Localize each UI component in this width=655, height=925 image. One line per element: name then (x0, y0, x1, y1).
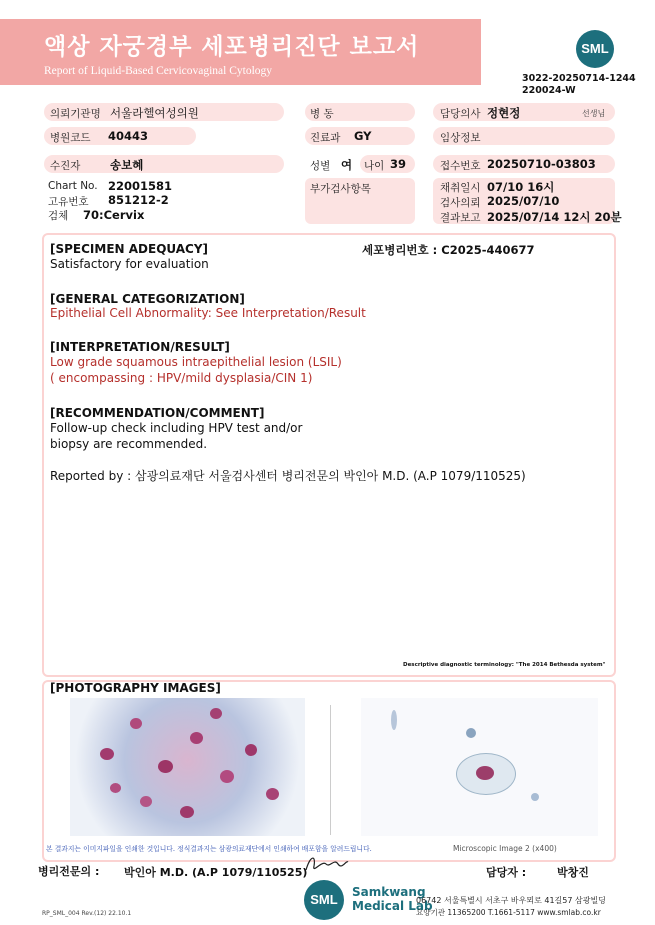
staff-value: 박창진 (557, 866, 589, 879)
cell-nucleus (110, 783, 121, 793)
collection-label: 채취일시 (440, 182, 481, 194)
print-notice: 본 결과지는 이미지파일을 인쇄한 것입니다. 정식결과지는 삼광의료재단에서 인쇄하여 배포함을 알려드립니다. (46, 845, 372, 853)
adequacy-text: Satisfactory for evaluation (50, 257, 209, 271)
image-divider (330, 705, 331, 835)
microscopic-image-2 (361, 698, 598, 836)
sex-value: 여 (341, 158, 353, 172)
cell-nucleus (158, 760, 173, 773)
patient-label: 수진자 (50, 160, 81, 172)
cell-debris (391, 710, 397, 730)
receipt-no-value: 20250710-03803 (487, 157, 596, 171)
cell-nucleus (100, 748, 114, 760)
age-value: 39 (390, 157, 407, 171)
result-value: 2025/07/14 12시 20분 (487, 210, 622, 224)
microscopic-image-1 (70, 698, 305, 836)
cell-nucleus (245, 744, 257, 756)
hospital-code-label: 병원코드 (50, 132, 91, 144)
sml-logo-text: SML (581, 41, 609, 56)
report-title: 액상 자궁경부 세포병리진단 보고서 (44, 34, 420, 60)
cell-nucleus (210, 708, 222, 719)
request-value: 2025/07/10 (487, 194, 560, 208)
report-id-line2: 220024-W (522, 85, 576, 96)
interpretation-line1: Low grade squamous intraepithelial lesion (LSIL) (50, 355, 342, 369)
doctor-suffix: 선생님 (582, 109, 606, 118)
department-label: 진료과 (310, 132, 341, 144)
sex-label: 성별 (310, 160, 331, 172)
doctor-value: 정현정 (487, 106, 521, 120)
cell-nucleus (140, 796, 152, 807)
receipt-no-label: 접수번호 (440, 160, 481, 172)
cell-nucleus (476, 766, 494, 780)
form-code: RP_SML_004 Rev.(12) 22.10.1 (42, 910, 132, 917)
additional-tests-label: 부가검사항목 (310, 183, 371, 195)
cell-nucleus (130, 718, 142, 729)
hospital-code-value: 40443 (108, 129, 149, 143)
lab-name-line2: Medical Lab (352, 899, 433, 913)
result-label: 결과보고 (440, 212, 481, 224)
staff-label: 담당자 : (486, 866, 527, 879)
chart-no-label: Chart No. (48, 180, 98, 192)
interpretation-heading: [INTERPRETATION/RESULT] (50, 340, 230, 354)
cell-nucleus (266, 788, 279, 800)
unique-no-label: 고유번호 (48, 196, 89, 208)
lab-name-line1: Samkwang (352, 885, 426, 899)
clinical-info-label: 임상정보 (440, 132, 481, 144)
specimen-value: 70:Cervix (83, 208, 145, 222)
request-label: 검사의뢰 (440, 197, 481, 209)
report-id (522, 73, 636, 97)
recommendation-line1: Follow-up check including HPV test and/or (50, 421, 303, 435)
chart-no-value: 22001581 (108, 179, 173, 193)
pathologist-label: 병리전문의 : (38, 865, 100, 878)
lab-address: 06742 서울특별시 서초구 바우뫼로 41길57 삼광빌딩 (416, 896, 606, 905)
institution-label: 의뢰기관명 (50, 108, 101, 120)
recommendation-line2: biopsy are recommended. (50, 437, 208, 451)
report-subtitle: Report of Liquid-Based Cervicovaginal Cytology (44, 65, 273, 77)
collection-value: 07/10 16시 (487, 180, 555, 194)
reported-by: Reported by : 삼광의료재단 서울검사센터 병리전문의 박인아 M.D. (A.P 1079/110525) (50, 469, 526, 483)
cell-debris (531, 793, 539, 801)
specimen-label: 검체 (48, 210, 69, 222)
age-label: 나이 (364, 160, 385, 172)
photos-heading: [PHOTOGRAPHY IMAGES] (50, 681, 221, 695)
cell-nucleus (466, 728, 476, 738)
department-value: GY (354, 129, 372, 143)
cell-nucleus (220, 770, 234, 783)
institution-value: 서울라헬여성의원 (110, 106, 199, 120)
recommendation-heading: [RECOMMENDATION/COMMENT] (50, 406, 265, 420)
footer-sml-logo (304, 880, 344, 920)
pathologist-value: 박인아 M.D. (A.P 1079/110525) (124, 866, 308, 879)
interpretation-line2: ( encompassing : HPV/mild dysplasia/CIN 1) (50, 371, 313, 385)
lab-contact: 요양기관 11365200 T.1661-5117 www.smlab.co.kr (416, 908, 601, 917)
cell-nucleus (180, 806, 194, 818)
category-heading: [GENERAL CATEGORIZATION] (50, 292, 245, 306)
cell-nucleus (190, 732, 203, 744)
unique-no-value: 851212-2 (108, 193, 169, 207)
adequacy-heading: [SPECIMEN ADEQUACY] (50, 242, 209, 256)
image-2-caption: Microscopic Image 2 (x400) (453, 844, 557, 853)
report-id-line1: 3022-20250714-1244 (522, 73, 636, 84)
footer-logo-text: SML (310, 892, 338, 907)
sml-logo (576, 30, 614, 68)
terminology-note: Descriptive diagnostic terminology: "The 2014 Bethesda system" (403, 662, 606, 668)
cytopath-number: 세포병리번호 : C2025-440677 (362, 243, 535, 257)
ward-label: 병 동 (310, 108, 334, 120)
patient-value: 송보혜 (110, 158, 144, 172)
category-text: Epithelial Cell Abnormality: See Interpretation/Result (50, 306, 366, 320)
doctor-label: 담당의사 (440, 108, 481, 120)
pathologist-signature (300, 850, 352, 878)
